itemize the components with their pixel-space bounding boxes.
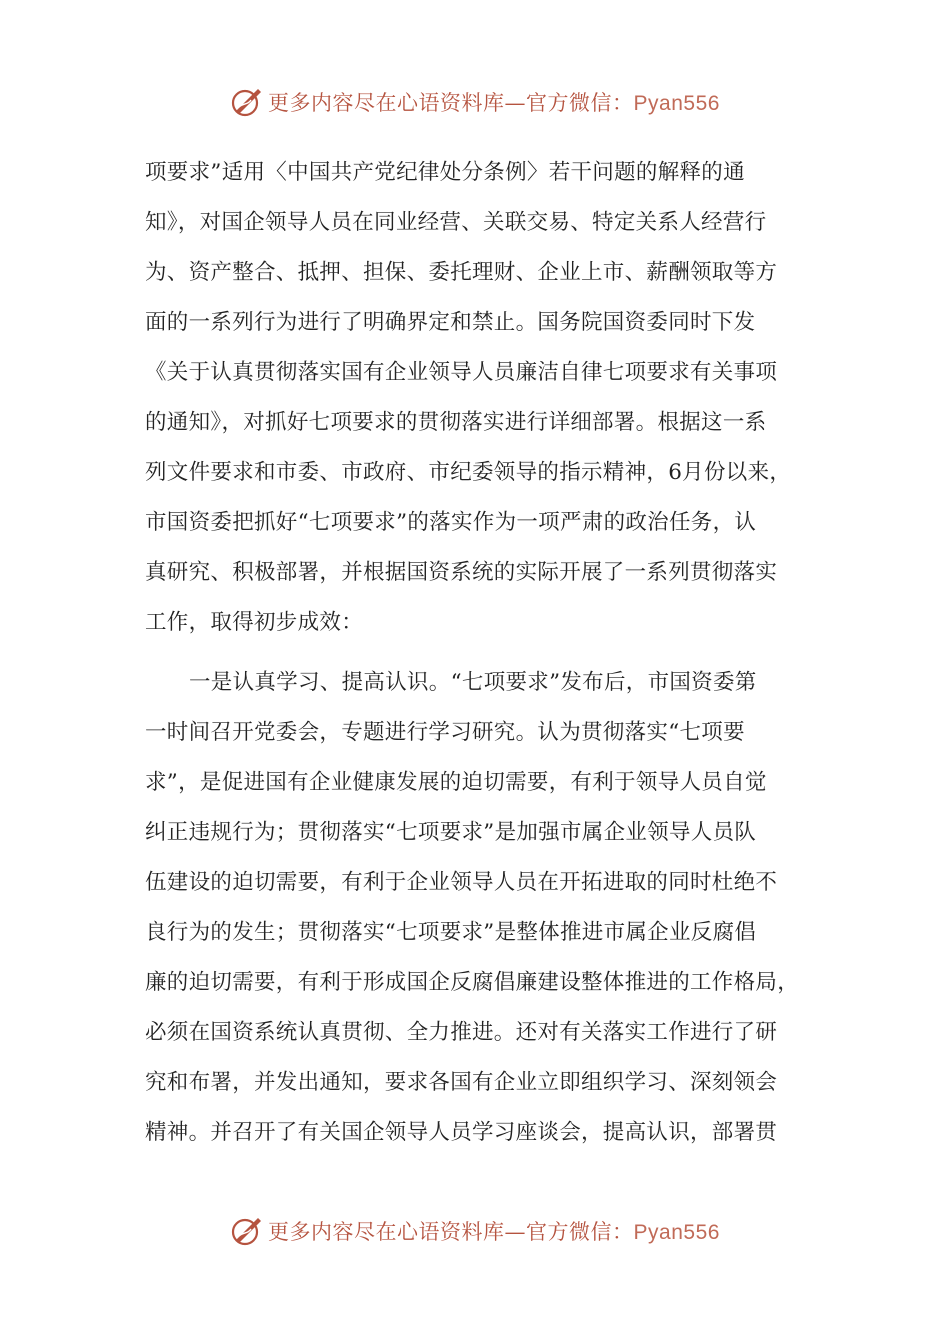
text-line: 真研究、积极部署，并根据国资系统的实际开展了一系列贯彻落实: [145, 560, 778, 585]
pen-logo-icon: [230, 85, 264, 119]
text-line: 求”，是促进国有企业健康发展的迫切需要，有利于领导人员自觉: [145, 770, 767, 795]
banner-text: 更多内容尽在心语资料库—官方微信：Pyan556: [268, 1220, 720, 1244]
paragraph: [145, 658, 805, 1158]
wechat-id: Pyan556: [633, 92, 720, 115]
footer-banner: [0, 1211, 950, 1251]
text-line: 《关于认真贯彻落实国有企业领导人员廉洁自律七项要求有关事项: [145, 360, 778, 385]
text-line: 良行为的发生；贯彻落实“七项要求”是整体推进市属企业反腐倡: [145, 920, 757, 945]
text-line: 项要求”适用〈中国共产党纪律处分条例〉若干问题的解释的通: [145, 160, 745, 185]
text-line: 面的一系列行为进行了明确界定和禁止。国务院国资委同时下发: [145, 310, 756, 335]
text-line: 工作，取得初步成效：: [145, 610, 364, 635]
text-line: 知》，对国企领导人员在同业经营、关联交易、特定关系人经营行: [145, 210, 767, 235]
text-line: 一是认真学习、提高认识。“七项要求”发布后，市国资委第: [189, 670, 757, 695]
text-line: 伍建设的迫切需要，有利于企业领导人员在开拓进取的同时杜绝不: [145, 870, 778, 895]
document-body: [145, 148, 805, 1158]
text-line: 廉的迫切需要，有利于形成国企反腐倡廉建设整体推进的工作格局，: [145, 970, 800, 995]
header-banner: [0, 82, 950, 122]
wechat-id: Pyan556: [633, 1221, 720, 1244]
paragraph: [145, 148, 805, 648]
text-line: 市国资委把抓好“七项要求”的落实作为一项严肃的政治任务，认: [145, 510, 757, 535]
paragraph-gap: [145, 648, 805, 658]
banner-text: 更多内容尽在心语资料库—官方微信：Pyan556: [268, 91, 720, 115]
text-line: 精神。并召开了有关国企领导人员学习座谈会，提高认识，部署贯: [145, 1120, 778, 1145]
text-line: 列文件要求和市委、市政府、市纪委领导的指示精神，6月份以来，: [145, 460, 792, 485]
text-line: 必须在国资系统认真贯彻、全力推进。还对有关落实工作进行了研: [145, 1020, 778, 1045]
text-line: 为、资产整合、抵押、担保、委托理财、企业上市、薪酬领取等方: [145, 260, 778, 285]
text-line: 究和布署，并发出通知，要求各国有企业立即组织学习、深刻领会: [145, 1070, 778, 1095]
text-line: 一时间召开党委会，专题进行学习研究。认为贯彻落实“七项要: [145, 720, 745, 745]
text-line: 的通知》，对抓好七项要求的贯彻落实进行详细部署。根据这一系: [145, 410, 767, 435]
text-line: 纠正违规行为；贯彻落实“七项要求”是加强市属企业领导人员队: [145, 820, 757, 845]
pen-logo-icon: [230, 1214, 264, 1248]
